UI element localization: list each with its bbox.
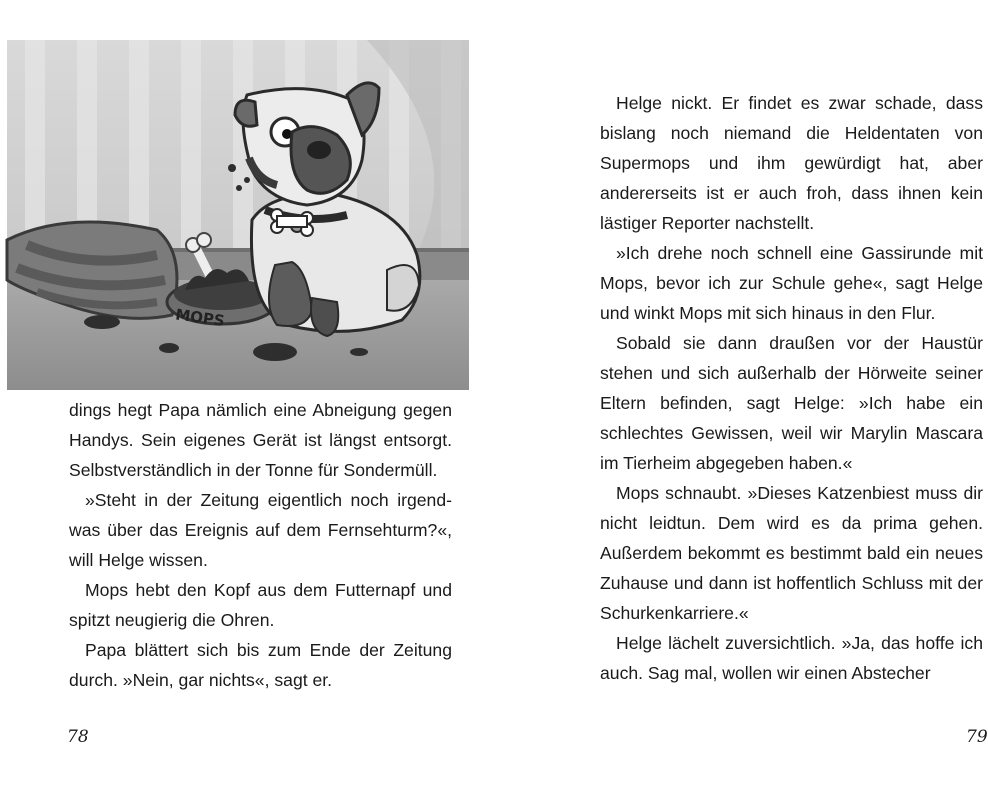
paragraph: Mops hebt den Kopf aus dem Futternapf und spitzt neugierig die Ohren. xyxy=(69,580,452,630)
right-page-text xyxy=(600,88,983,688)
paragraph: dings hegt Papa nämlich eine Abneigung gegen Handys. Sein eigenes Gerät ist längst entsorgt. Selbstverständlich in der Tonne für Sondermüll. xyxy=(69,400,452,480)
paragraph: »Ich drehe noch schnell eine Gassirunde mit Mops, bevor ich zur Schule gehe«, sagt Helge und winkt Mops mit sich hinaus in den Flur. xyxy=(600,243,983,323)
pug-illustration xyxy=(7,40,469,390)
paragraph: Helge lächelt zuversichtlich. »Ja, das hoffe ich auch. Sag mal, wollen wir einen Abstecher xyxy=(600,633,983,683)
paragraph: Sobald sie dann draußen vor der Haustür stehen und sich außerhalb der Hörweite seiner Eltern befinden, sagt Helge: »Ich habe ein schlechtes Gewissen, weil wir Marylin Mascara im Tierheim abgegeben haben.« xyxy=(600,333,983,473)
bowl-label: MOPS xyxy=(174,305,226,331)
paragraph: Papa blättert sich bis zum Ende der Zeitung durch. »Nein, gar nichts«, sagt er. xyxy=(69,640,452,690)
page-number: 78 xyxy=(67,727,89,747)
paragraph: »Steht in der Zeitung eigentlich noch irgendwas über das Ereignis auf dem Fernsehturm?«, will Helge wissen. xyxy=(69,490,452,570)
page-number: 79 xyxy=(966,727,988,747)
left-page xyxy=(0,0,492,787)
paragraph: Mops schnaubt. »Dieses Katzenbiest muss dir nicht leidtun. Dem wird es da prima gehen. Außerdem bekommt es bestimmt bald ein neues Zuhause und dann ist hoffentlich Schluss mit der Schurkenkarriere.« xyxy=(600,483,983,623)
left-page-text xyxy=(69,395,452,695)
paragraph: Helge nickt. Er findet es zwar schade, dass bislang noch niemand die Heldentaten von Supermops und ihm gewürdigt hat, aber andererseits ist er auch froh, dass ihnen kein lästiger Reporter nachstellt. xyxy=(600,93,983,233)
pug-eating-scene xyxy=(7,40,469,390)
